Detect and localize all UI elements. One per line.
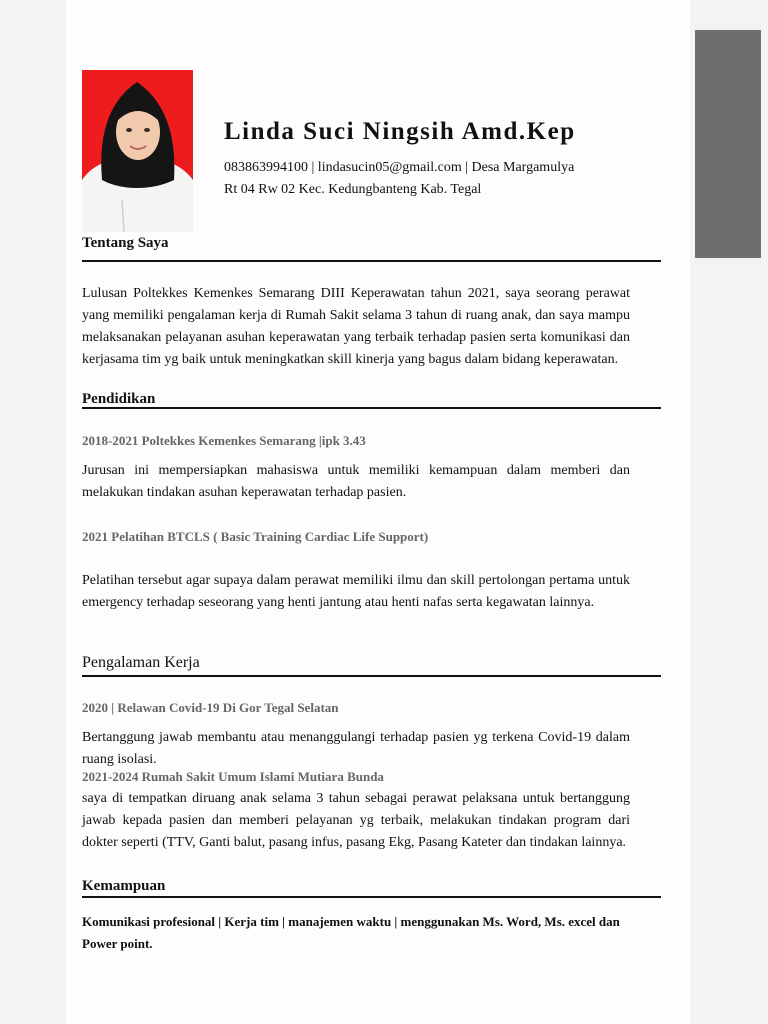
scrollbar-thumb[interactable] — [695, 30, 761, 258]
divider-about — [82, 260, 661, 262]
experience-text-2: saya di tempatkan diruang anak selama 3 tahun sebagai perawat pelaksana untuk bertanggung jawab kepada pasien dan memberi pelayanan yg terbaik, melakukan tindakan program dari dokter seperti (TTV, Ganti balut, pasang infus, pasang Ekg, Pasang Kateter dan tindakan lainnya. — [82, 791, 630, 850]
profile-photo — [82, 70, 193, 232]
section-title-experience: Pengalaman Kerja — [82, 654, 200, 671]
education-text-2: Pelatihan tersebut agar supaya dalam perawat memiliki ilmu dan skill pertolongan pertama untuk emergency terhadap seseorang yang henti jantung atau henti nafas serta kegawatan lainnya. — [82, 573, 630, 610]
candidate-name: Linda Suci Ningsih Amd.Kep — [224, 118, 576, 145]
section-title-education: Pendidikan — [82, 391, 156, 407]
experience-heading-2: 2021-2024 Rumah Sakit Umum Islami Mutiara Bunda — [82, 769, 384, 784]
about-text: Lulusan Poltekkes Kemenkes Semarang DIII Keperawatan tahun 2021, saya seorang perawat yang memiliki pengalaman kerja di Rumah Sakit selama 3 tahun di ruang anak, dan saya mampu melaksanakan pelayanan asuhan keperawatan yang terbaik terhadap pasien serta komunikasi dan kerjasama tim yg baik untuk meningkatkan skill kinerja yang bagus dalam bidang keperawatan. — [82, 286, 630, 367]
person-portrait-icon — [82, 70, 193, 232]
education-text-1: Jurusan ini mempersiapkan mahasiswa untuk memiliki kemampuan dalam memberi dan melakukan tindakan asuhan keperawatan terhadap pasien. — [82, 463, 630, 500]
section-title-about: Tentang Saya — [82, 235, 169, 251]
education-heading-2: 2021 Pelatihan BTCLS ( Basic Training Cardiac Life Support) — [82, 529, 429, 544]
skills-text: Komunikasi profesional | Kerja tim | manajemen waktu | menggunakan Ms. Word, Ms. excel dan Power point. — [82, 914, 620, 951]
experience-text-1: Bertanggung jawab membantu atau menanggulangi terhadap pasien yg terkena Covid-19 dalam ruang isolasi. — [82, 730, 630, 767]
divider-education — [82, 407, 661, 409]
contact-line-1: 083863994100 | lindasucin05@gmail.com | Desa Margamulya — [224, 160, 575, 175]
experience-heading-1: 2020 | Relawan Covid-19 Di Gor Tegal Selatan — [82, 700, 339, 715]
section-title-skills: Kemampuan — [82, 878, 166, 894]
contact-line-2: Rt 04 Rw 02 Kec. Kedungbanteng Kab. Tegal — [224, 182, 482, 197]
education-heading-1: 2018-2021 Poltekkes Kemenkes Semarang |ipk 3.43 — [82, 433, 366, 448]
divider-skills — [82, 896, 661, 898]
divider-experience — [82, 675, 661, 677]
